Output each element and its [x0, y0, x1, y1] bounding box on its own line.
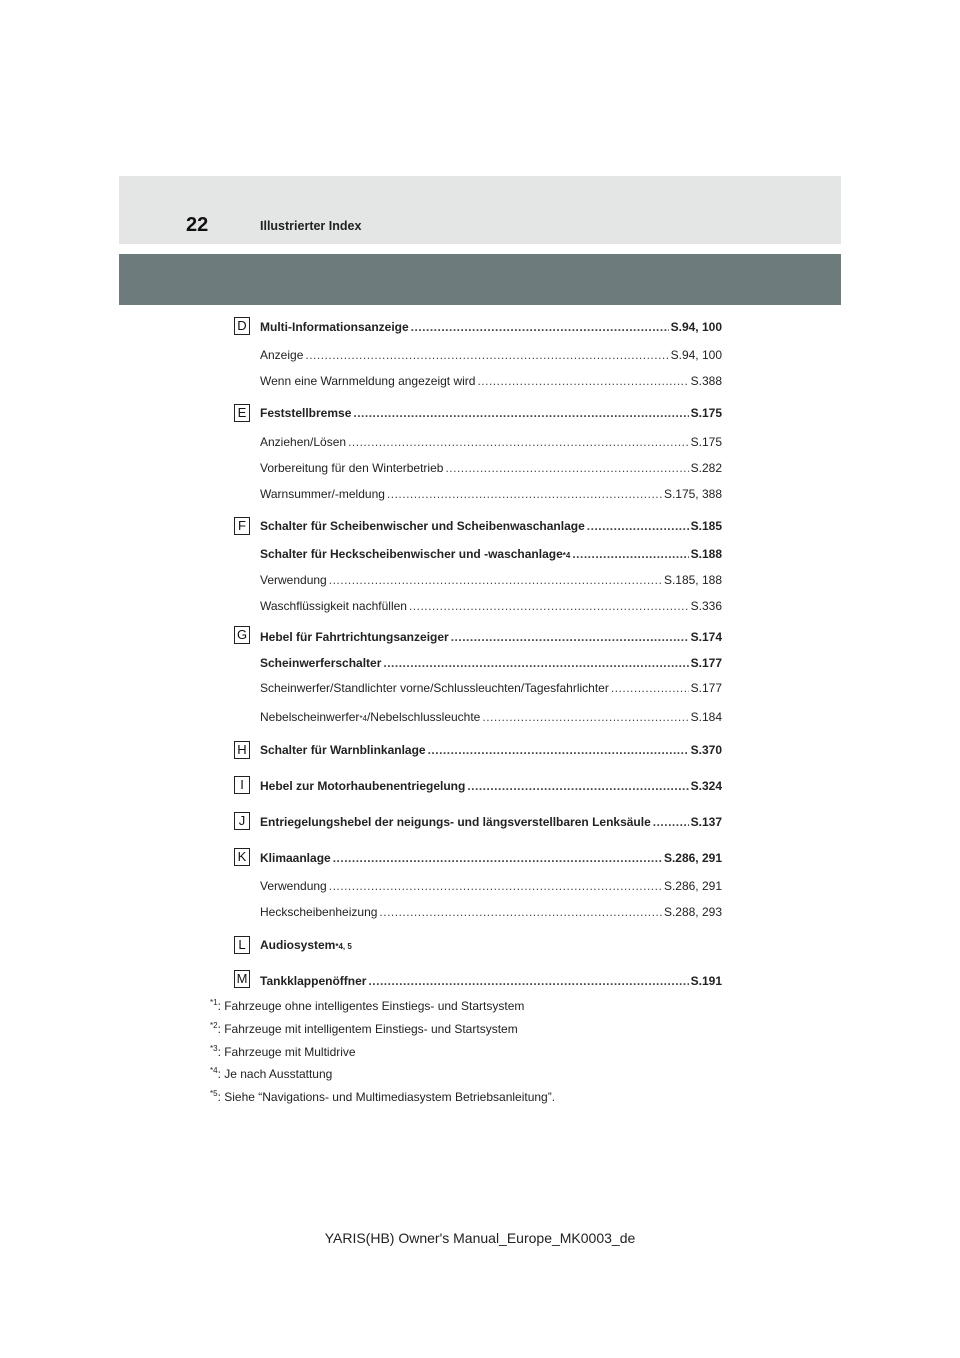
footnote: $^{*3}$: Fahrzeuge mit Multidrive [210, 1044, 356, 1059]
page-number: 22 [186, 214, 209, 236]
page-reference: S.288, 293 [663, 905, 722, 919]
page-reference: S.388 [690, 374, 722, 388]
letter-marker-h: H [234, 741, 250, 759]
footer-text: YARIS(HB) Owner's Manual_Europe_MK0003_de [324, 1230, 636, 1246]
letter-marker-d: D [234, 317, 250, 335]
letter-marker-l: L [234, 936, 250, 954]
page-reference: S.175, 388 [663, 487, 722, 501]
section-title: Illustrierter Index [260, 219, 362, 233]
index-entry[interactable]: Feststellbremse ..... S.175 [260, 405, 722, 421]
index-subentry[interactable]: Anziehen/Lösen ..... S.175 [260, 434, 722, 450]
footnote: $^{*4}$: Je nach Ausstattung [210, 1066, 333, 1081]
footnote-marker: *1 [210, 998, 218, 1007]
index-entry[interactable]: Multi-Informationsanzeige ..... S.94, 100 [260, 319, 722, 335]
page-reference: S.137 [690, 815, 722, 829]
footnote: $^{*5}$: Siehe “Navigations- und Multimediasystem Betriebsanleitung”. [210, 1089, 556, 1104]
index-entry[interactable]: Audiosystem *4, 5 [260, 938, 352, 952]
index-entry[interactable]: Entriegelungshebel der neigungs- und längsverstellbaren Lenksäule ..... S.137 [260, 814, 722, 830]
index-subentry[interactable]: Warnsummer/-meldung ..... S.175, 388 [260, 486, 722, 502]
index-entry[interactable]: Tankklappenöffner ..... S.191 [260, 973, 722, 989]
page-reference: S.185, 188 [663, 573, 722, 587]
page-reference: S.94, 100 [670, 348, 722, 362]
page-reference: S.370 [690, 743, 722, 757]
header-band [119, 176, 841, 244]
index-entry[interactable]: Hebel für Fahrtrichtungsanzeiger ..... S.174 [260, 629, 722, 645]
letter-marker-g: G [234, 626, 250, 644]
index-subentry[interactable]: Anzeige ..... S.94, 100 [260, 347, 722, 363]
index-entry[interactable]: Schalter für Warnblinkanlage ..... S.370 [260, 742, 722, 758]
footnote-marker: *3 [210, 1044, 218, 1053]
index-entry[interactable]: Schalter für Heckscheibenwischer und -waschanlage *4 ..... S.188 [260, 546, 722, 562]
letter-marker-j: J [234, 812, 250, 830]
page-reference: S.185 [690, 519, 722, 533]
page-reference: S.94, 100 [670, 320, 722, 334]
index-entry[interactable]: Klimaanlage ..... S.286, 291 [260, 850, 722, 866]
letter-marker-e: E [234, 404, 250, 422]
page-reference: S.191 [690, 974, 722, 988]
index-entry[interactable]: Hebel zur Motorhaubenentriegelung ..... S.324 [260, 778, 722, 794]
index-subentry[interactable]: Nebelscheinwerfer *4 /Nebelschlussleuchte ..... S.184 [260, 709, 722, 725]
index-subentry[interactable]: Verwendung ..... S.185, 188 [260, 572, 722, 588]
index-subentry[interactable]: Heckscheibenheizung ..... S.288, 293 [260, 904, 722, 920]
page-reference: S.174 [690, 630, 722, 644]
page-reference: S.282 [690, 461, 722, 475]
footnote-marker: *2 [210, 1021, 218, 1030]
index-entry[interactable]: Scheinwerferschalter ..... S.177 [260, 655, 722, 671]
footnote: $^{*2}$: Fahrzeuge mit intelligentem Einstiegs- und Startsystem [210, 1021, 518, 1036]
letter-marker-f: F [234, 517, 250, 535]
page-reference: S.177 [690, 681, 722, 695]
page-reference: S.286, 291 [663, 851, 722, 865]
index-subentry[interactable]: Scheinwerfer/Standlichter vorne/Schlussleuchten/Tagesfahrlichter ..... S.177 [260, 680, 722, 696]
footnote: $^{*1}$: Fahrzeuge ohne intelligentes Einstiegs- und Startsystem [210, 998, 525, 1013]
page-reference: S.286, 291 [663, 879, 722, 893]
page-reference: S.175 [690, 406, 722, 420]
page-reference: S.324 [690, 779, 722, 793]
letter-marker-m: M [234, 970, 250, 988]
page-reference: S.188 [690, 547, 722, 561]
index-subentry[interactable]: Waschflüssigkeit nachfüllen ..... S.336 [260, 598, 722, 614]
letter-marker-i: I [234, 776, 250, 794]
footnote-marker: *5 [210, 1089, 218, 1098]
page-reference: S.336 [690, 599, 722, 613]
title-bar [119, 254, 841, 305]
letter-marker-k: K [234, 848, 250, 866]
index-entry[interactable]: Schalter für Scheibenwischer und Scheibenwaschanlage ..... S.185 [260, 518, 722, 534]
footnote-marker: *4 [210, 1066, 218, 1075]
index-subentry[interactable]: Wenn eine Warnmeldung angezeigt wird ..... S.388 [260, 373, 722, 389]
index-subentry[interactable]: Vorbereitung für den Winterbetrieb ..... S.282 [260, 460, 722, 476]
page-reference: S.184 [690, 710, 722, 724]
index-subentry[interactable]: Verwendung ..... S.286, 291 [260, 878, 722, 894]
page-reference: S.175 [690, 435, 722, 449]
page-reference: S.177 [690, 656, 722, 670]
